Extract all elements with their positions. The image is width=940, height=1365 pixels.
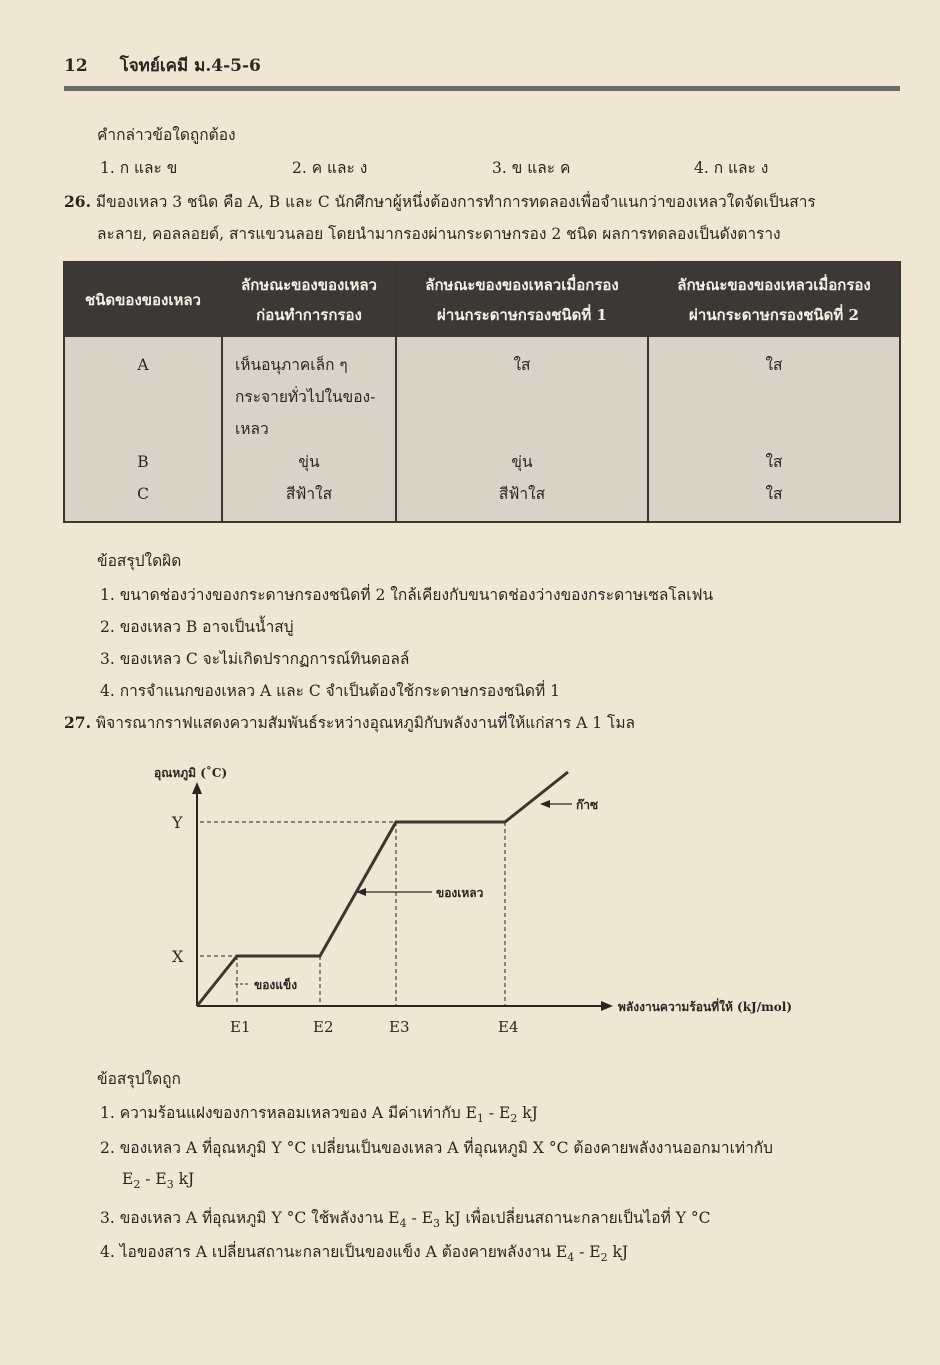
q27-prompt: พิจารณากราฟแสดงความสัมพันธ์ระหว่างอุณหภูมิกับพลังงานที่ให้แก่สาร A 1 โมล: [95, 714, 636, 732]
row-b-liquid: B: [137, 453, 149, 471]
header-before: ลักษณะของของเหลว ก่อนทำการกรอง: [241, 276, 377, 324]
row-a-filter2: ใส: [765, 356, 783, 374]
q26-option-3: 3. ของเหลว C จะไม่เกิดปรากฏการณ์ทินดอลล์: [100, 650, 410, 668]
chart-svg: [150, 760, 850, 1050]
y-tick-y: Y: [172, 813, 183, 832]
annotation-solid: ของแข็ง: [254, 978, 298, 992]
q27-option-2-cont: $E_2 - E_3$ kJ: [122, 1170, 195, 1192]
row-c-filter1: สีฟ้าใส: [498, 485, 546, 503]
x-axis-arrow: [601, 1001, 613, 1011]
annotation-liquid: ของเหลว: [436, 886, 484, 900]
table-divider: [221, 263, 223, 521]
q26-line1: [64, 189, 816, 214]
table-body: [65, 337, 899, 521]
table-divider: [395, 263, 397, 521]
y-tick-x: X: [172, 947, 184, 966]
gas-arrowhead: [540, 800, 550, 808]
book-title: โจทย์เคมี ม.4-5-6: [119, 56, 261, 76]
x-tick-e4: E4: [498, 1018, 519, 1036]
q25-question: คำกล่าวข้อใดถูกต้อง: [97, 126, 236, 144]
page-number: 12: [64, 56, 88, 76]
q25-option-2: 2. ค และ ง: [292, 159, 368, 177]
x-axis-label: พลังงานความร้อนที่ให้ (kJ/mol): [618, 1000, 793, 1014]
row-c-filter2: ใส: [765, 485, 783, 503]
annotation-gas: ก๊าซ: [576, 798, 599, 812]
x-tick-e3: E3: [389, 1018, 410, 1036]
q26-option-4: 4. การจำแนกของเหลว A และ C จำเป็นต้องใช้กระดาษกรองชนิดที่ 1: [100, 682, 560, 700]
temperature-energy-chart: [150, 760, 850, 1050]
q27-number: 27.: [64, 713, 91, 732]
row-c-liquid: C: [137, 485, 149, 503]
y-axis-arrow: [192, 782, 202, 794]
q27-prompt-line: [64, 710, 635, 735]
x-tick-e1: E1: [230, 1018, 251, 1036]
q25-option-4: 4. ก และ ง: [694, 159, 769, 177]
x-tick-e2: E2: [313, 1018, 334, 1036]
q26-option-1: 1. ขนาดช่องว่างของกระดาษกรองชนิดที่ 2 ใกล้เคียงกับขนาดช่องว่างของกระดาษเซลโลเฟน: [100, 586, 714, 604]
y-axis-label: อุณหภูมิ (˚C): [154, 766, 228, 780]
q27-conclusion-prompt: ข้อสรุปใดถูก: [97, 1070, 181, 1088]
row-b-filter1: ขุ่น: [511, 453, 533, 471]
q27-option-2: 2. ของเหลว A ที่อุณหภูมิ Y °C เปลี่ยนเป็นของเหลว A ที่อุณหภูมิ X °C ต้องคายพลังงานออกมาเท่ากับ: [100, 1139, 774, 1157]
row-b-filter2: ใส: [765, 453, 783, 471]
q26-line2: ละลาย, คอลลอยด์, สารแขวนลอย โดยนำมากรองผ่านกระดาษกรอง 2 ชนิด ผลการทดลองเป็นดังตาราง: [97, 225, 781, 243]
row-b-before: ขุ่น: [298, 453, 320, 471]
q26-number: 26.: [64, 192, 91, 211]
header-liquid: ชนิดของของเหลว: [85, 291, 201, 309]
row-c-before: สีฟ้าใส: [285, 485, 333, 503]
table-divider: [647, 263, 649, 521]
table-header: [65, 263, 899, 337]
q25-option-3: 3. ข และ ค: [492, 159, 571, 177]
row-a-liquid: A: [137, 356, 149, 374]
q25-option-1: 1. ก และ ข: [100, 159, 178, 177]
q27-option-3: 3. ของเหลว A ที่อุณหภูมิ Y °C ใช้พลังงาน $E_4 - E_3$ kJ เพื่อเปลี่ยนสถานะกลายเป็นไอที่ Y °C: [100, 1209, 711, 1231]
row-a-filter1: ใส: [513, 356, 531, 374]
page-header: [64, 52, 261, 79]
row-a-before: เห็นอนุภาคเล็ก ๆ กระจายทั่วไปในของ- เหลว: [235, 356, 376, 438]
q27-option-1: 1. ความร้อนแฝงของการหลอมเหลวของ A มีค่าเท่ากับ $E_1 - E_2$ kJ: [100, 1104, 538, 1126]
header-filter1: ลักษณะของของเหลวเมื่อกรอง ผ่านกระดาษกรองชนิดที่ 1: [425, 276, 619, 324]
q26-conclusion-prompt: ข้อสรุปใดผิด: [97, 552, 182, 570]
q27-option-4: 4. ไอของสาร A เปลี่ยนสถานะกลายเป็นของแข็ง A ต้องคายพลังงาน $E_4 - E_2$ kJ: [100, 1243, 629, 1265]
heating-curve: [197, 772, 568, 1006]
q26-option-2: 2. ของเหลว B อาจเป็นน้ำสบู่: [100, 618, 294, 636]
header-rule: [64, 86, 900, 91]
q26-text1: มีของเหลว 3 ชนิด คือ A, B และ C นักศึกษาผู้หนึ่งต้องการทำการทดลองเพื่อจำแนกว่าของเหลวใดจัดเป็นสาร: [95, 193, 816, 211]
header-filter2: ลักษณะของของเหลวเมื่อกรอง ผ่านกระดาษกรองชนิดที่ 2: [677, 276, 871, 324]
results-table: [63, 261, 901, 523]
